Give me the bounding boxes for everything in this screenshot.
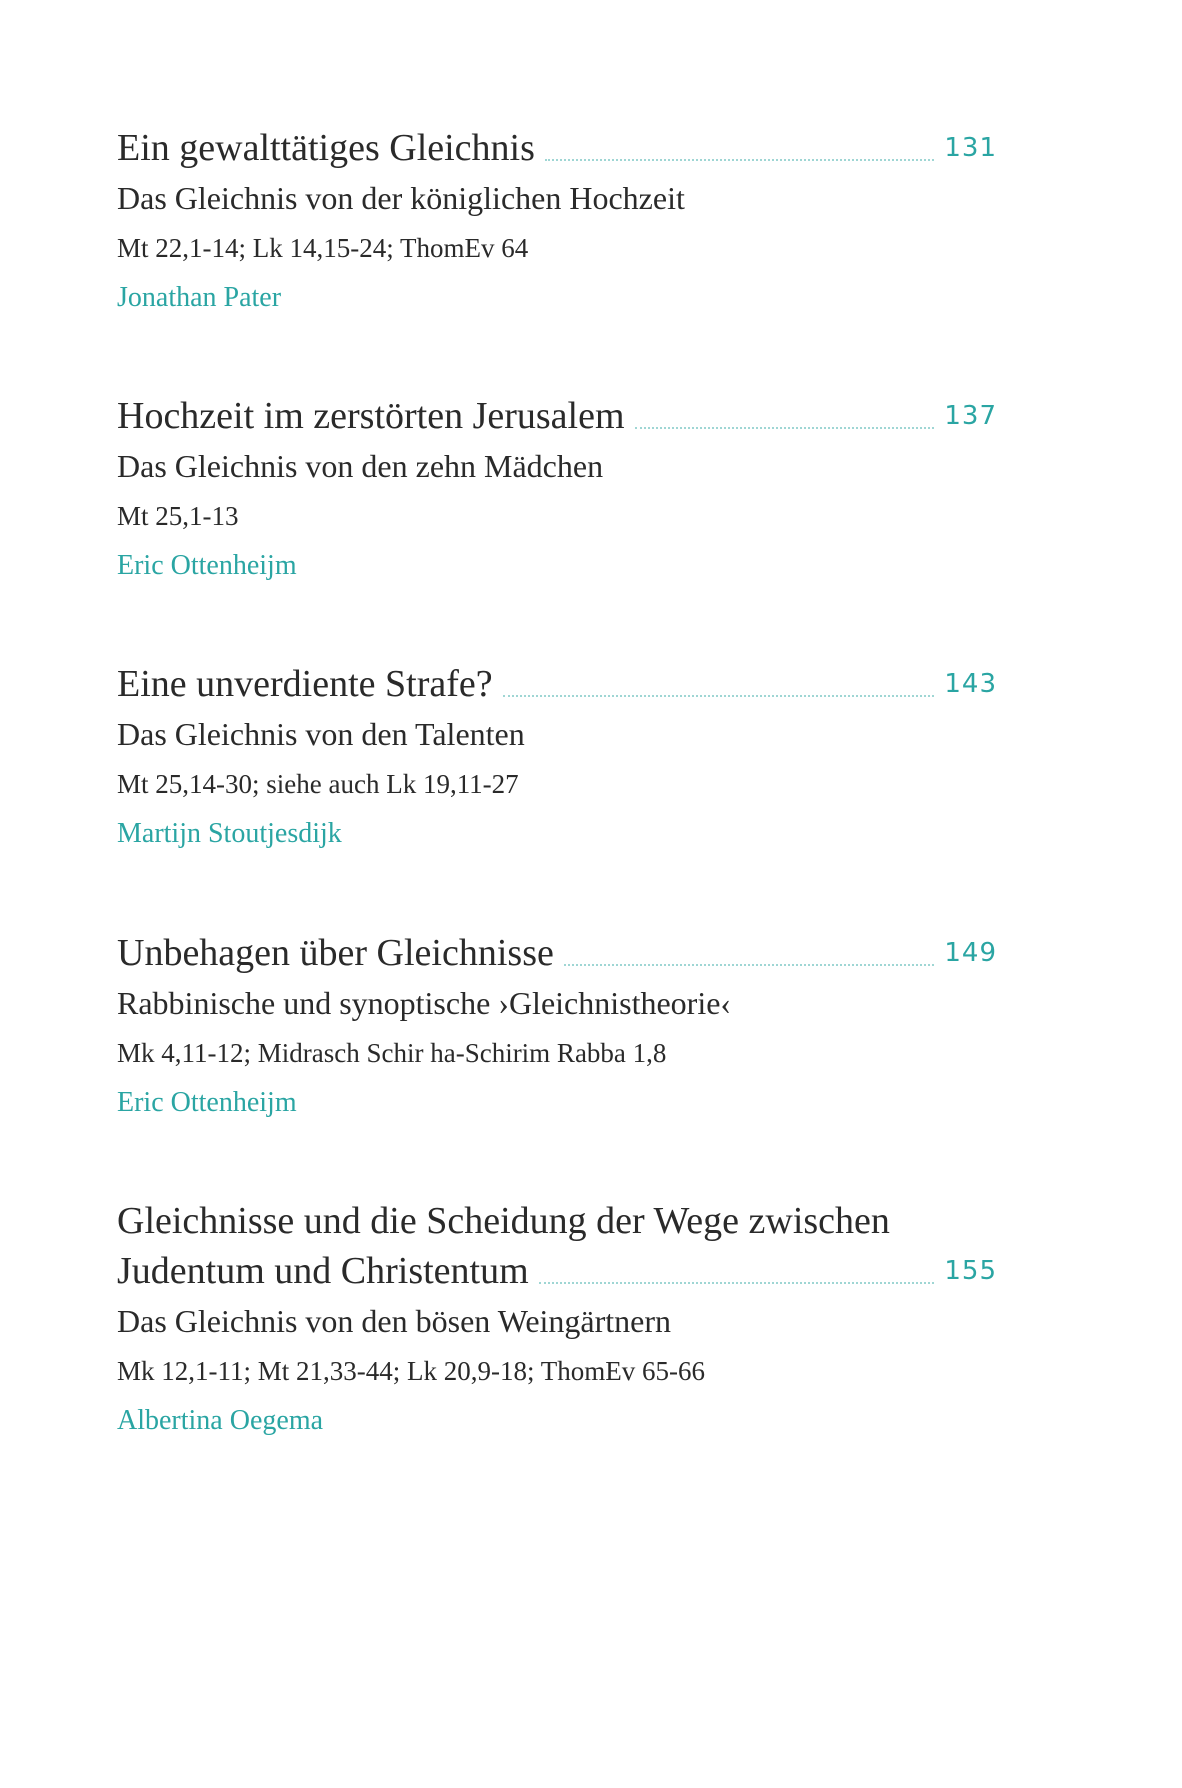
entry-author: Martijn Stoutjesdijk xyxy=(117,818,342,849)
entry-title: Hochzeit im zerstörten Jerusalem xyxy=(117,395,625,437)
bible-references: Mk 4,11-12; Midrasch Schir ha-Schirim Rabba 1,8 xyxy=(117,1038,667,1068)
dot-leader xyxy=(564,964,935,966)
entry-subtitle: Das Gleichnis von den bösen Weingärtnern xyxy=(117,1303,672,1339)
page-number: 149 xyxy=(944,938,997,968)
entry-subtitle: Rabbinische und synoptische ›Gleichnistheorie‹ xyxy=(117,985,732,1021)
toc-entry xyxy=(117,123,997,323)
dot-leader xyxy=(635,427,935,429)
dot-leader xyxy=(545,159,934,161)
entry-title-row[interactable] xyxy=(117,659,997,709)
toc-entry xyxy=(117,659,997,859)
page-number: 137 xyxy=(944,401,997,431)
bible-references: Mt 25,14-30; siehe auch Lk 19,11-27 xyxy=(117,769,519,799)
entry-author: Eric Ottenheijm xyxy=(117,1087,297,1118)
page-number: 143 xyxy=(944,669,997,699)
entry-title: Ein gewalttätiges Gleichnis xyxy=(117,127,535,169)
entry-title-line1[interactable]: Gleichnisse und die Scheidung der Wege zwischen xyxy=(117,1200,890,1242)
page-number: 131 xyxy=(944,133,997,163)
entry-title-row[interactable] xyxy=(117,391,997,441)
entry-title-row[interactable] xyxy=(117,1246,997,1296)
entry-author: Eric Ottenheijm xyxy=(117,550,297,581)
bible-references: Mt 25,1-13 xyxy=(117,501,239,531)
entry-author: Albertina Oegema xyxy=(117,1405,324,1436)
bible-references: Mk 12,1-11; Mt 21,33-44; Lk 20,9-18; ThomEv 65-66 xyxy=(117,1356,705,1386)
toc-entry xyxy=(117,391,997,591)
dot-leader xyxy=(503,695,935,697)
toc-entry xyxy=(117,1196,997,1446)
entry-title: Judentum und Christentum xyxy=(117,1250,529,1292)
entry-title-row[interactable] xyxy=(117,928,997,978)
entry-subtitle: Das Gleichnis von den zehn Mädchen xyxy=(117,448,604,484)
entry-subtitle: Das Gleichnis von der königlichen Hochzeit xyxy=(117,180,685,216)
entry-subtitle: Das Gleichnis von den Talenten xyxy=(117,716,525,752)
entry-title-row[interactable] xyxy=(117,123,997,173)
page-number: 155 xyxy=(944,1256,997,1286)
toc-entry xyxy=(117,928,997,1128)
entry-title: Unbehagen über Gleichnisse xyxy=(117,932,554,974)
bible-references: Mt 22,1-14; Lk 14,15-24; ThomEv 64 xyxy=(117,233,529,263)
dot-leader xyxy=(539,1282,935,1284)
entry-author: Jonathan Pater xyxy=(117,282,282,313)
entry-title: Eine unverdiente Strafe? xyxy=(117,663,493,705)
